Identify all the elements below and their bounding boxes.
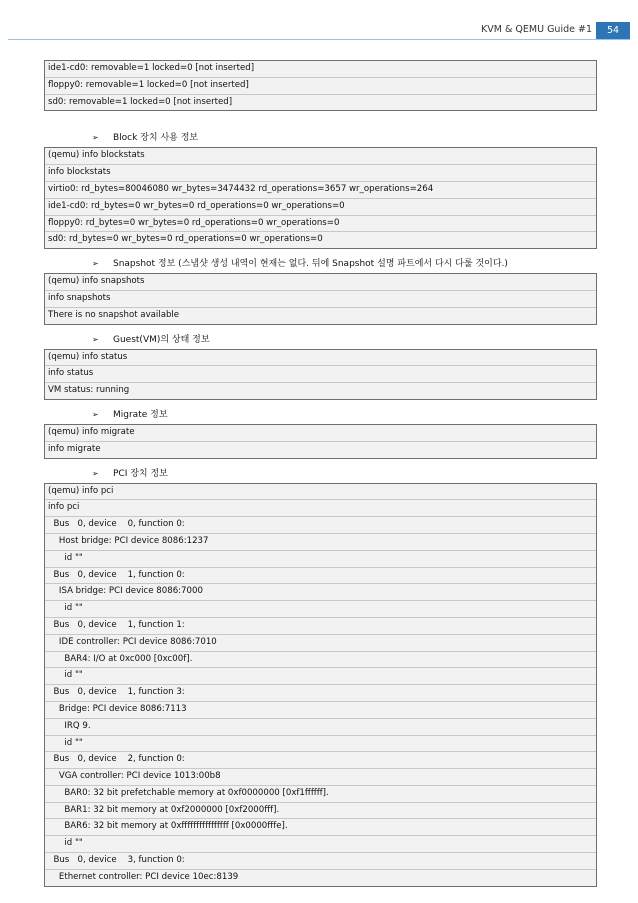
console-line: Bus 0, device 0, function 0: <box>45 516 596 533</box>
page-header <box>0 22 638 40</box>
console-line: BAR6: 32 bit memory at 0xffffffffffffffff [0x0000fffe]. <box>45 818 596 835</box>
arrow-bullet-icon: ➢ <box>92 468 99 478</box>
section-heading-text: Snapshot 정보 (스냅샷 생성 내역이 현재는 없다. 뒤에 Snapshot 설명 파트에서 다시 다룰 것이다.) <box>113 259 508 270</box>
arrow-bullet-icon: ➢ <box>92 259 99 269</box>
console-line: Bus 0, device 1, function 1: <box>45 617 596 634</box>
console-line: floppy0: removable=1 locked=0 [not inserted] <box>45 77 596 94</box>
console-line: id "" <box>45 550 596 567</box>
section-heading <box>44 467 597 481</box>
console-line: floppy0: rd_bytes=0 wr_bytes=0 rd_operations=0 wr_operations=0 <box>45 215 596 232</box>
console-line: Ethernet controller: PCI device 10ec:8139 <box>45 869 596 886</box>
console-line: (qemu) info migrate <box>48 426 135 437</box>
console-output-box <box>44 60 597 111</box>
console-line: info pci <box>45 499 596 516</box>
console-line: Bridge: PCI device 8086:7113 <box>45 701 596 718</box>
section-heading <box>44 131 597 145</box>
section-heading-text: Block 장치 사용 정보 <box>113 133 199 144</box>
console-output-box <box>44 147 597 249</box>
console-line: sd0: rd_bytes=0 wr_bytes=0 rd_operations=0 wr_operations=0 <box>45 231 596 248</box>
arrow-bullet-icon: ➢ <box>92 133 99 143</box>
console-line: BAR0: 32 bit prefetchable memory at 0xf0000000 [0xf1ffffff]. <box>45 785 596 802</box>
header-divider <box>8 39 630 40</box>
page-content <box>44 60 597 887</box>
console-output-box <box>44 273 597 324</box>
console-line: id "" <box>45 735 596 752</box>
section-heading <box>44 408 597 422</box>
console-line: id "" <box>45 835 596 852</box>
console-line: ide1-cd0: rd_bytes=0 wr_bytes=0 rd_operations=0 wr_operations=0 <box>45 198 596 215</box>
console-line: VM status: running <box>45 382 596 399</box>
console-line: (qemu) info pci <box>48 485 114 496</box>
console-line: ide1-cd0: removable=1 locked=0 [not inserted] <box>48 63 255 73</box>
console-line: (qemu) info snapshots <box>48 276 145 287</box>
console-line: (qemu) info blockstats <box>48 150 145 161</box>
console-line: IDE controller: PCI device 8086:7010 <box>45 634 596 651</box>
section-heading-text: Guest(VM)의 상태 정보 <box>113 334 210 345</box>
console-line: info snapshots <box>45 290 596 307</box>
console-line: Host bridge: PCI device 8086:1237 <box>45 533 596 550</box>
console-output-box <box>44 424 597 459</box>
console-line: id "" <box>45 667 596 684</box>
section-heading <box>44 333 597 347</box>
document-title: KVM & QEMU Guide #1 <box>481 24 592 35</box>
console-line: VGA controller: PCI device 1013:00b8 <box>45 768 596 785</box>
arrow-bullet-icon: ➢ <box>92 409 99 419</box>
console-line: Bus 0, device 2, function 0: <box>45 751 596 768</box>
console-line: sd0: removable=1 locked=0 [not inserted] <box>45 94 596 111</box>
page-number-badge: 54 <box>596 22 630 39</box>
console-line: BAR4: I/O at 0xc000 [0xc00f]. <box>45 651 596 668</box>
section-heading-text: Migrate 정보 <box>113 409 168 420</box>
console-line: info status <box>45 365 596 382</box>
console-line: Bus 0, device 1, function 0: <box>45 567 596 584</box>
console-line: Bus 0, device 1, function 3: <box>45 684 596 701</box>
section-heading-text: PCI 장치 정보 <box>113 468 168 479</box>
console-line: (qemu) info status <box>48 351 128 362</box>
console-line: info migrate <box>45 441 596 458</box>
arrow-bullet-icon: ➢ <box>92 334 99 344</box>
console-line: There is no snapshot available <box>45 307 596 324</box>
console-line: IRQ 9. <box>45 718 596 735</box>
console-line: BAR1: 32 bit memory at 0xf2000000 [0xf2000fff]. <box>45 802 596 819</box>
console-output-box <box>44 349 597 400</box>
console-line: virtio0: rd_bytes=80046080 wr_bytes=3474432 rd_operations=3657 wr_operations=264 <box>45 181 596 198</box>
console-line: info blockstats <box>45 164 596 181</box>
console-output-box <box>44 483 597 887</box>
console-line: ISA bridge: PCI device 8086:7000 <box>45 583 596 600</box>
section-heading <box>44 257 597 271</box>
console-line: id "" <box>45 600 596 617</box>
console-line: Bus 0, device 3, function 0: <box>45 852 596 869</box>
